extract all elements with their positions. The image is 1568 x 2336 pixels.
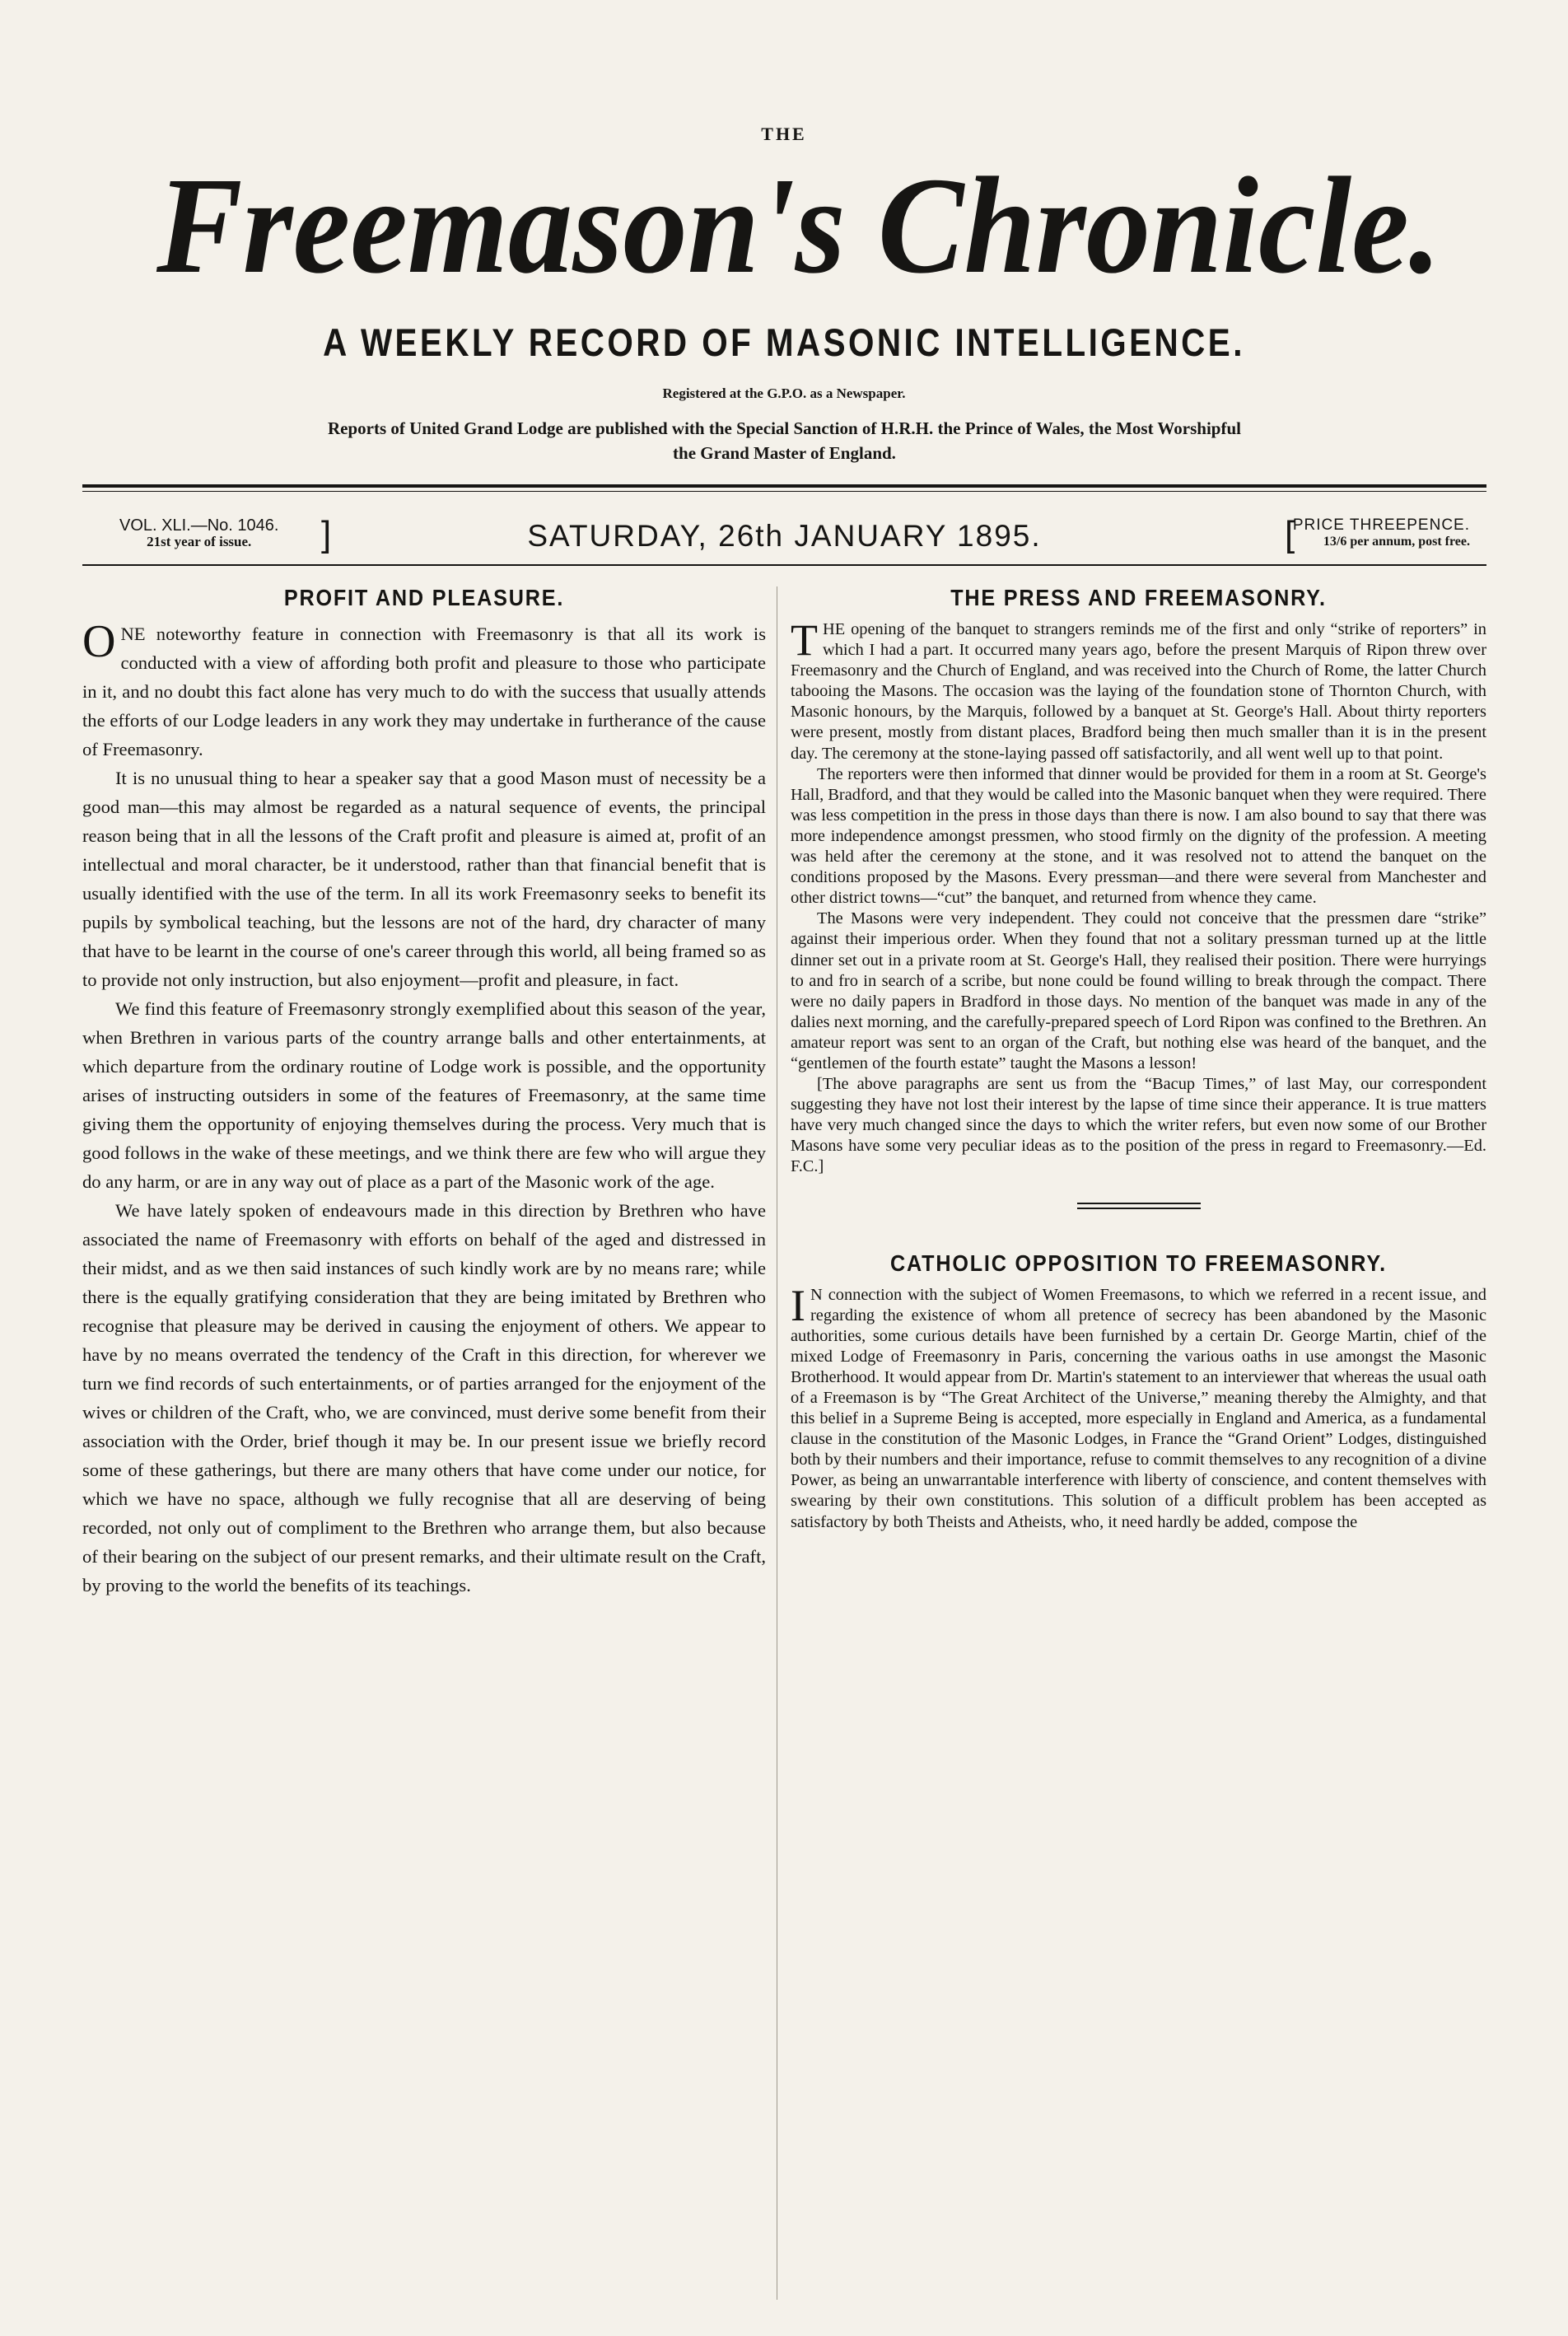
- bracket-left: [: [1285, 514, 1295, 554]
- price: PRICE THREEPENCE.: [1292, 516, 1470, 534]
- paragraph: We have lately spoken of endeavours made in this direction by Brethren who have associated the name of Freemasonry with efforts on behalf of the aged and distressed in their midst, and as we then said instances of such kindly work are by no means rare; while there is the equally gratifying consideration that they are being imitated by Brethren who recognise that pleasure may be derived in causing the enjoyment of others. We appear to have by no means overrated the tendency of the Craft in this direction, for wherever we turn we find records of such entertainments, or of parties arranged for the enjoyment of the wives or children of the Craft, who, we are convinced, must derive some benefit from their association with the Order, brief though it may be. In our present issue we briefly record some of these gatherings, but there are many others that have come under our notice, for which we have no space, although we fully recognise that all are deserving of being recorded, not only out of compliment to the Brethren who arrange them, but also because of their bearing on the subject of our present remarks, and their ultimate result on the Craft, by proving to the world the benefits of its teachings.: [82, 1200, 766, 1595]
- paragraph: The Masons were very independent. They could not conceive that the pressmen dare “strike” against their imperious order. When they found that not a solitary pressman turned up at the little dinner set out in a private room at St. George's Hall, they realised their position. There were hurryings to and fro in search of a scribe, but none could be found willing to break through the compact. There were no daily papers in Bradford in those days. No mention of the banquet was made in any of the dalies next morning, and the carefully-prepared speech of Lord Ripon was confined to the Brethren. An amateur report was sent to an organ of the Craft, but nothing else was heard of the banquet, and the “gentlemen of the fourth estate” taught the Masons a lesson!: [791, 909, 1486, 1072]
- sanction-notice: [82, 416, 1486, 465]
- header-rule: [82, 484, 1486, 488]
- sanction-line-1: Reports of United Grand Lodge are published with the Special Sanction of H.R.H. the Prince of Wales, the Most Worshipful: [328, 418, 1241, 438]
- issue-date: SATURDAY, 26th JANUARY 1895.: [527, 519, 1042, 553]
- masthead-title-text: Freemason's Chronicle.: [156, 149, 1441, 302]
- paragraph: We find this feature of Freemasonry strongly exemplified about this season of the year, when Brethren in various parts of the country arrange balls and other entertainments, at which departure from the ordinary routine of Lodge work is possible, and the opportunity arises of instructing outsiders in some of the features of Freemasonry, at the same time giving them the opportunity of enjoying themselves during the process. Very much that is good follows in the wake of these meetings, and we think there are few who will argue they do any harm, or are in any way out of place as a part of the Masonic work of the age.: [82, 998, 766, 1192]
- issue-bar: [82, 494, 1486, 560]
- article-press-and-freemasonry: [791, 585, 1486, 1178]
- subscription: 13/6 per annum, post free.: [1323, 535, 1470, 549]
- issue-bar-rule: [82, 564, 1486, 566]
- paragraph: [82, 616, 766, 764]
- article-heading: PROFIT AND PLEASURE.: [283, 585, 565, 610]
- editor-note: [The above paragraphs are sent us from the “Bacup Times,” of last May, our correspondent suggesting they have not lost their interest by the lapse of time since their apperance. It is true matters have very much changed since the days to which the writer refers, but even now some of our Brother Masons have some very peculiar ideas as to the position of the press in regard to Freemasonry.—Ed. F.C.]: [791, 1075, 1486, 1176]
- masthead-title: [132, 148, 1466, 305]
- right-column: [791, 585, 1486, 1533]
- section-separator: [1077, 1203, 1201, 1209]
- masthead-the: THE: [761, 124, 807, 144]
- price-info: [1293, 517, 1470, 550]
- drop-cap: T: [791, 615, 818, 665]
- tagline: A WEEKLY RECORD OF MASONIC INTELLIGENCE.: [323, 320, 1245, 364]
- drop-cap: O: [82, 616, 116, 667]
- article-catholic-opposition: [791, 1250, 1486, 1533]
- paragraph-text: HE opening of the banquet to strangers reminds me of the first and only “strike of reporters” in which I had a part. It occurred many years ago, before the present Marquis of Ripon threw over Freemasonry and the Church of England, and was received into the Church of Rome, the latter Church tabooing the Masons. The occasion was the laying of the foundation stone of Thornton Church, with Masonic honours, by the Marquis, followed by a banquet at St. George's Hall. About thirty reporters were present, mostly from distant places, Bradford being then much smaller than it is in the present day. The ceremony at the stone-laying passed off satisfactorily, and all went well up to that point.: [791, 620, 1486, 763]
- drop-cap: I: [791, 1280, 805, 1330]
- volume-number: VOL. XLI.—No. 1046.: [119, 516, 279, 535]
- paragraph-text: NE noteworthy feature in connection with Freemasonry is that all its work is conducted with a view of affording both profit and pleasure to those who participate in it, and no doubt this fact alone has very much to do with the success that usually attends the efforts of our Lodge leaders in any work they may undertake in furtherance of the cause of Freemasonry.: [82, 624, 766, 759]
- sanction-line-2: the Grand Master of England.: [673, 443, 896, 463]
- paragraph-text: N connection with the subject of Women Freemasons, to which we referred in a recent issue, and regarding the existence of whom all pretence of secrecy has been abandoned by the Masonic authorities, some curious details have been furnished by a certain Dr. George Martin, chief of the mixed Lodge of Freemasonry in Paris, concerning the various oaths in use amongst the Masonic Brotherhood. It would appear from Dr. Martin's statement to an interviewer that whereas the usual oath of a Freemason is by “The Great Architect of the Universe,” meaning thereby the Almighty, and that this belief in a Supreme Being is accepted, more especially in England and America, as a fundamental clause in the constitution of the Masonic Lodges, in France the “Grand Orient” Lodges, distinguished both by their numbers and their importance, refuse to commit themselves to any recognition of a divine Power, as being an unwarrantable interference with liberty of conscience, and content themselves with swearing by their own constitutions. This solution of a difficult problem has been accepted as satisfactory by both Theists and Atheists, who, it need hardly be added, compose the: [791, 1285, 1486, 1531]
- paragraph: [791, 615, 1486, 764]
- article-profit-and-pleasure: [82, 585, 766, 1600]
- paragraph: [791, 1280, 1486, 1533]
- paragraph: The reporters were then informed that dinner would be provided for them in a room at St. George's Hall, Bradford, and that they would be called into the Masonic banquet when they were required. There was less competition in the press in those days than there is now. I am also bound to say that there was more independence amongst pressmen, who stood firmly on the dignity of the profession. A meeting was held after the ceremony at the stone, and it was resolved not to attend the banquet on the conditions proposed by the Masons. Every pressman—and there were several from Manchester and other district towns—“cut” the banquet, and returned from whence they came.: [791, 764, 1486, 908]
- registered-notice: Registered at the G.P.O. as a Newspaper.: [662, 385, 906, 401]
- year-of-issue: 21st year of issue.: [147, 534, 252, 549]
- paragraph: It is no unusual thing to hear a speaker say that a good Mason must of necessity be a good man—this may almost be regarded as a natural sequence of events, the principal reason being that in all the lessons of the Craft profit and pleasure is aimed at, profit of an intellectual and moral character, be it understood, rather than that financial benefit that is usually identified with the use of the term. In all its work Freemasonry seeks to benefit its pupils by symbolical teaching, but the lessons are not of the hard, dry character of many that have to be learnt in the course of one's career through this world, all being framed so as to provide not only instruction, but also enjoyment—profit and pleasure, in fact.: [82, 768, 766, 990]
- header-rule-thin: [82, 491, 1486, 492]
- article-heading: THE PRESS AND FREEMASONRY.: [950, 585, 1327, 610]
- article-heading: CATHOLIC OPPOSITION TO FREEMASONRY.: [890, 1250, 1387, 1276]
- bracket-right: ]: [321, 514, 332, 554]
